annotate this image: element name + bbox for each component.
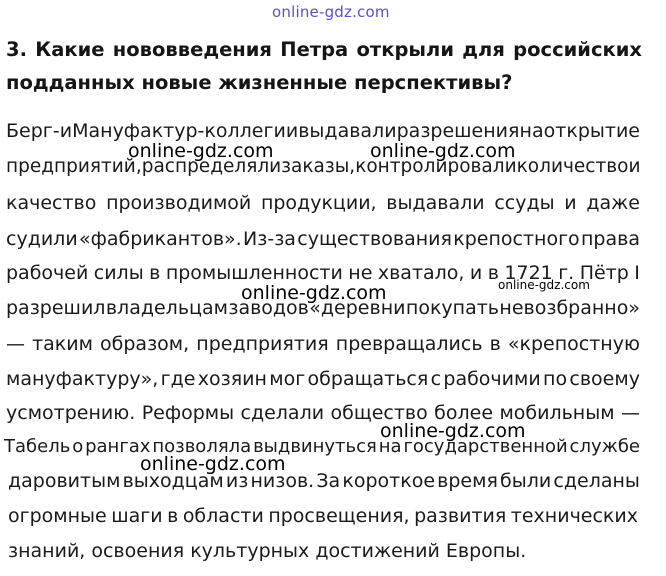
- answer-line: огромные шаги в области просвещения, развития технических: [8, 505, 638, 527]
- answer-line: — таким образом, предприятия превращались в «крепостную: [6, 333, 640, 355]
- answer-line: рабочей силы в промышленности не хватало, и в 1721 г. Пётр I: [6, 262, 640, 284]
- watermark-overlay: online-gdz.com: [380, 420, 526, 442]
- watermark-overlay: online-gdz.com: [498, 278, 590, 292]
- answer-line: качество производимой продукции, выдавали ссуды и даже: [6, 192, 640, 214]
- answer-line: судили «фабрикантов». Из-за существования крепостного права: [6, 228, 640, 250]
- answer-line: предприятий, распределяли заказы, контролировали количество и: [6, 156, 641, 177]
- watermark-top: online-gdz.com: [272, 3, 390, 21]
- watermark-overlay: online-gdz.com: [370, 140, 516, 162]
- question-heading: 3. Какие нововведения Петра открыли для российских подданных новые жизненные перспективы?: [6, 38, 642, 94]
- answer-line: мануфактуру», где хозяин мог обращаться с рабочими по своему: [6, 368, 640, 390]
- answer-line: знаний, освоения культурных достижений Европы.: [8, 540, 527, 562]
- answer-line: Берг- и Мануфактур-коллегии выдавали разрешения на открытие: [6, 120, 640, 142]
- answer-line: даровитым выходцам из низов. За короткое время были сделаны: [8, 470, 640, 492]
- watermark-overlay: online-gdz.com: [140, 453, 286, 475]
- watermark-overlay: online-gdz.com: [128, 140, 274, 162]
- answer-line: Табель о рангах позволяла выдвинуться на государственной службе: [4, 436, 640, 457]
- answer-line: усмотрению. Реформы сделали общество более мобильным —: [6, 402, 640, 424]
- answer-line: разрешил владельцам заводов «деревни покупать невозбранно»: [6, 297, 640, 319]
- watermark-overlay: online-gdz.com: [241, 282, 387, 304]
